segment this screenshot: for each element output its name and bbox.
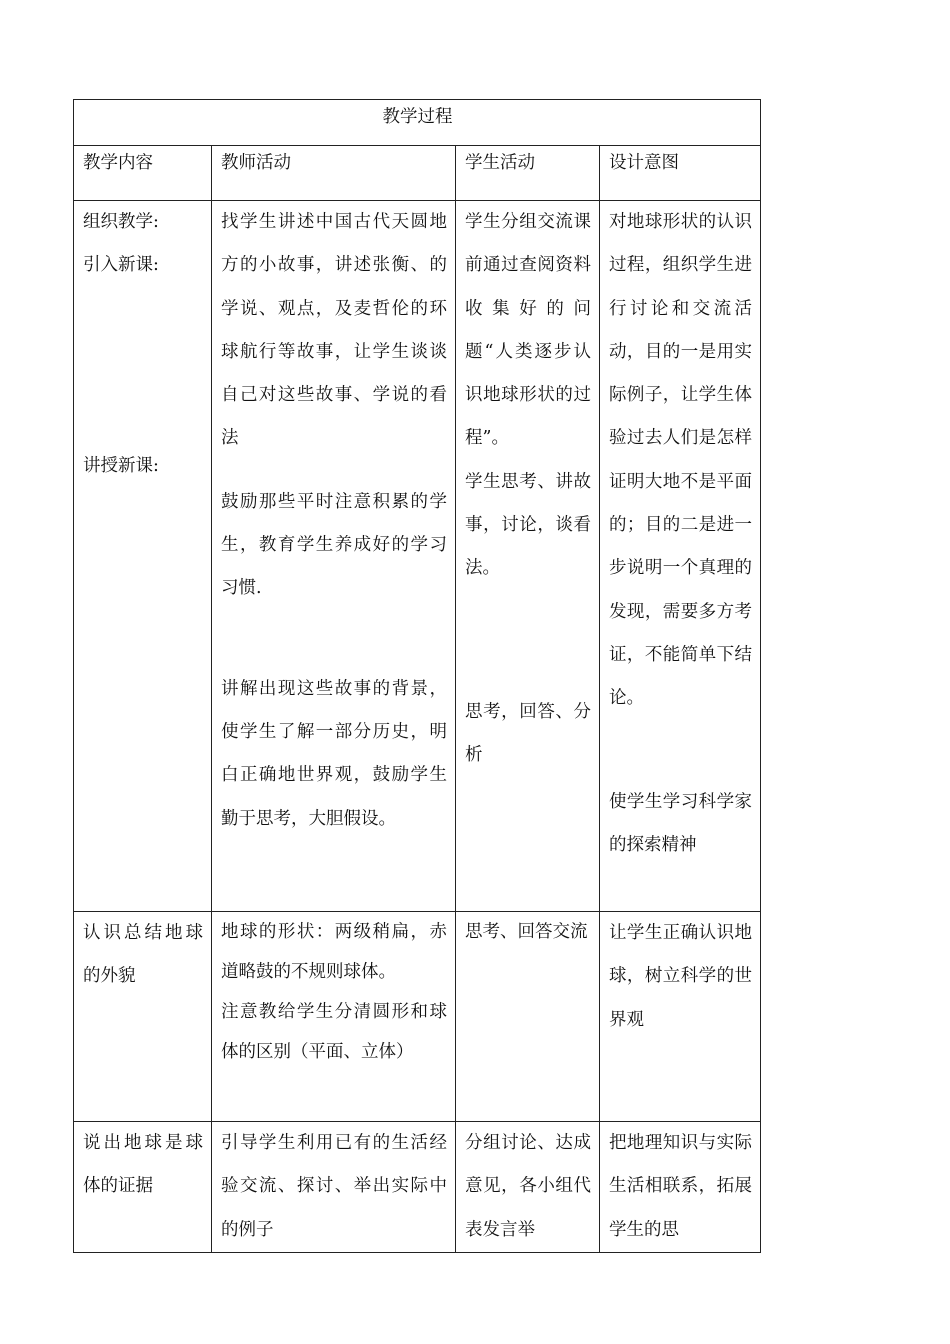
row3-teacher: 引导学生利用已有的生活经验交流、探讨、举出实际中的例子 — [212, 1122, 456, 1253]
row3-student: 分组讨论、达成意见，各小组代表发言举 — [456, 1122, 600, 1253]
teacher-note: 注意教给学生分清圆形和球体的区别（平面、立体） — [221, 1002, 447, 1062]
row1-design — [600, 201, 761, 912]
table-row — [74, 912, 761, 1122]
table-header-row — [74, 146, 761, 201]
header-teacher: 教师活动 — [212, 146, 456, 201]
design-para-1: 对地球形状的认识过程，组织学生进行讨论和交流活动，目的一是用实际例子，让学生体验过去人们是怎样证明大地不是平面的；目的二是进一步说明一个真理的发现，需要多方考证，不能简单下结论。 — [609, 212, 752, 709]
content-intro: 引入新课: — [83, 255, 159, 276]
row1-content — [74, 201, 212, 912]
teacher-para-3: 讲解出现这些故事的背景，使学生了解一部分历史，明白正确地世界观，鼓励学生勤于思考，大胆假设。 — [221, 678, 447, 829]
teacher-shape: 地球的形状：两级稍扁，赤道略鼓的不规则球体。 — [221, 922, 447, 982]
row3-content: 说出地球是球体的证据 — [74, 1122, 212, 1253]
header-content: 教学内容 — [74, 146, 212, 201]
row2-teacher — [212, 912, 456, 1122]
table-title-row — [74, 100, 761, 146]
student-para-2: 学生思考、讲故事，讨论，谈看法。 — [465, 471, 591, 579]
student-para-3: 思考，回答、分析 — [465, 701, 591, 765]
row2-student: 思考、回答交流 — [456, 912, 600, 1122]
table-title: 教学过程 — [74, 100, 761, 146]
table-row — [74, 1122, 761, 1253]
header-design: 设计意图 — [600, 146, 761, 201]
row2-design: 让学生正确认识地球，树立科学的世界观 — [600, 912, 761, 1122]
teaching-process-table — [73, 99, 761, 1253]
table-row — [74, 201, 761, 912]
content-organize: 组织教学: — [83, 212, 159, 232]
student-para-1: 学生分组交流课前通过查阅资料收集好的问题“人类逐步认识地球形状的过程”。 — [465, 212, 591, 449]
teacher-para-2: 鼓励那些平时注意积累的学生，教育学生养成好的学习习惯. — [221, 491, 447, 599]
row1-teacher — [212, 201, 456, 912]
row1-student — [456, 201, 600, 912]
row2-content: 认识总结地球的外貌 — [74, 912, 212, 1122]
design-para-2: 使学生学习科学家的探索精神 — [609, 791, 752, 855]
teacher-para-1: 找学生讲述中国古代天圆地方的小故事，讲述张衡、的学说、观点，及麦哲伦的环球航行等故事，让学生谈谈自己对这些故事、学说的看法 — [221, 212, 447, 449]
header-student: 学生活动 — [456, 146, 600, 201]
row3-design: 把地理知识与实际生活相联系，拓展学生的思 — [600, 1122, 761, 1253]
content-lecture: 讲授新课: — [83, 455, 159, 476]
